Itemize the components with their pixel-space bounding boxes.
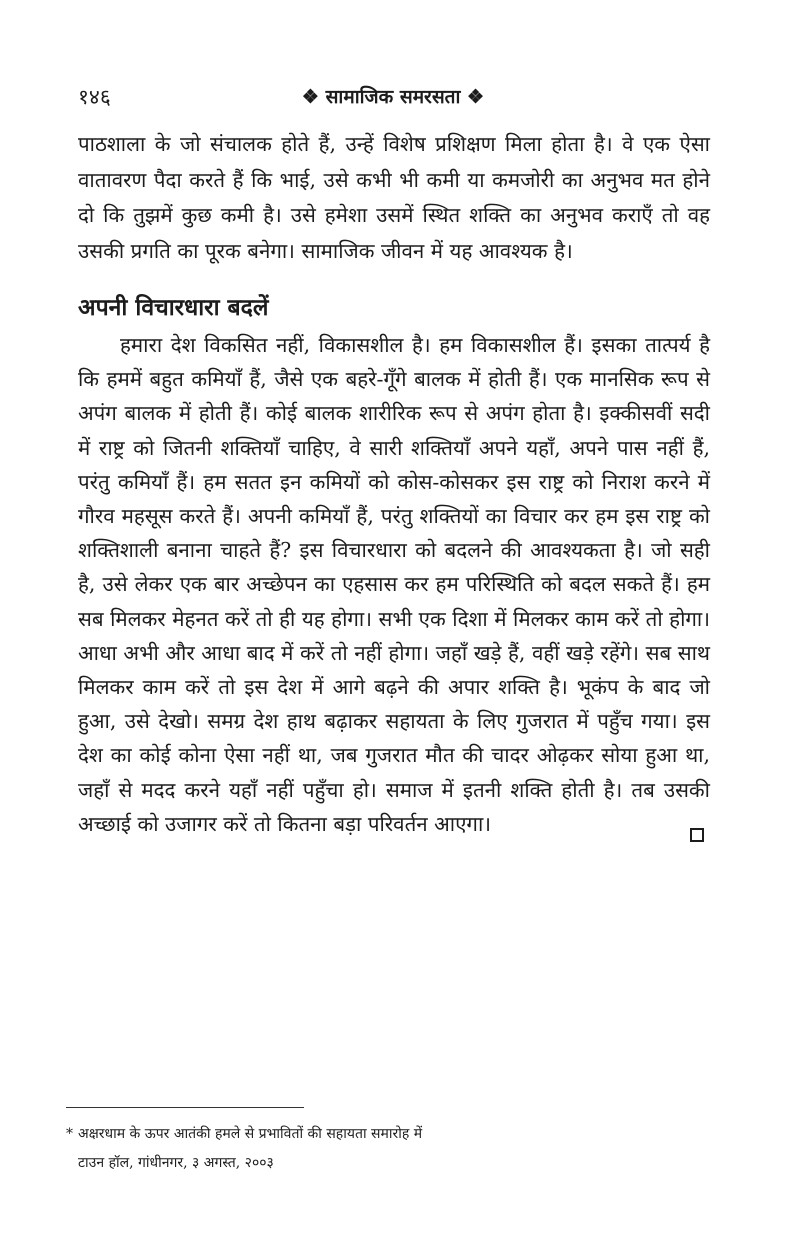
end-of-section-square-icon: [690, 828, 704, 842]
running-head: ❖ सामाजिक समरसता ❖: [301, 86, 485, 108]
section-heading: अपनी विचारधारा बदलें: [78, 294, 269, 321]
body-paragraph-1: पाठशाला के जो संचालक होते हैं, उन्हें विशेष प्रशिक्षण मिला होता है। वे एक ऐसा वातावरण पैदा करते हैं कि भाई, उसे कभी भी कमी या कमजोरी का अनुभव मत होने दो कि तुझमें कुछ कमी है। उसे हमेशा उसमें स्थित शक्ति का अनुभव कराएँ तो वह उसकी प्रगति का पूरक बनेगा। सामाजिक जीवन में यह आवश्यक है।: [78, 132, 710, 263]
page-header: [78, 80, 708, 114]
page-number: १४६: [78, 85, 111, 109]
footnote-text-1: अक्षरधाम के ऊपर आतंकी हमले से प्रभावितों की सहायता समारोह में: [78, 1126, 423, 1142]
footnote: [66, 1120, 706, 1178]
body-paragraph-2: हमारा देश विकसित नहीं, विकासशील है। हम विकासशील हैं। इसका तात्पर्य है कि हममें बहुत कमियाँ हैं, जैसे एक बहरे-गूँगे बालक में होती हैं। एक मानसिक रूप से अपंग बालक में होती हैं। कोई बालक शारीरिक रूप से अपंग होता है। इक्कीसवीं सदी में राष्ट्र को जितनी शक्तियाँ चाहिए, वे सारी शक्तियाँ अपने यहाँ, अपने पास नहीं हैं, परंतु कमियाँ हैं। हम सतत इन कमियों को कोस-कोसकर इस राष्ट्र को निराश करने में गौरव महसूस करते हैं। अपनी कमियाँ हैं, परंतु शक्तियों का विचार कर हम इस राष्ट्र को शक्तिशाली बनाना चाहते हैं? इस विचारधारा को बदलने की आवश्यकता है। जो सही है, उसे लेकर एक बार अच्छेपन का एहसास कर हम परिस्थिति को बदल सकते हैं। हम सब मिलकर मेहनत करें तो ही यह होगा। सभी एक दिशा में मिलकर काम करें तो होगा। आधा अभी और आधा बाद में करें तो नहीं होगा। जहाँ खड़े हैं, वहीं खड़े रहेंगे। सब साथ मिलकर काम करें तो इस देश में आगे बढ़ने की अपार शक्ति है। भूकंप के बाद जो हुआ, उसे देखो। समग्र देश हाथ बढ़ाकर सहायता के लिए गुजरात में पहुँच गया। इस देश का कोई कोना ऐसा नहीं था, जब गुजरात मौत की चादर ओढ़कर सोया हुआ था, जहाँ से मदद करने यहाँ नहीं पहुँचा हो। समाज में इतनी शक्ति होती है। तब उसकी अच्छाई को उजागर करें तो कितना बड़ा परिवर्तन आएगा।: [78, 333, 710, 836]
footnote-line-1: [66, 1120, 706, 1149]
footnote-divider: [66, 1107, 304, 1108]
footnote-marker: *: [66, 1126, 73, 1142]
footnote-line-2: टाउन हॉल, गांधीनगर, ३ अगस्त, २००३: [78, 1155, 274, 1171]
